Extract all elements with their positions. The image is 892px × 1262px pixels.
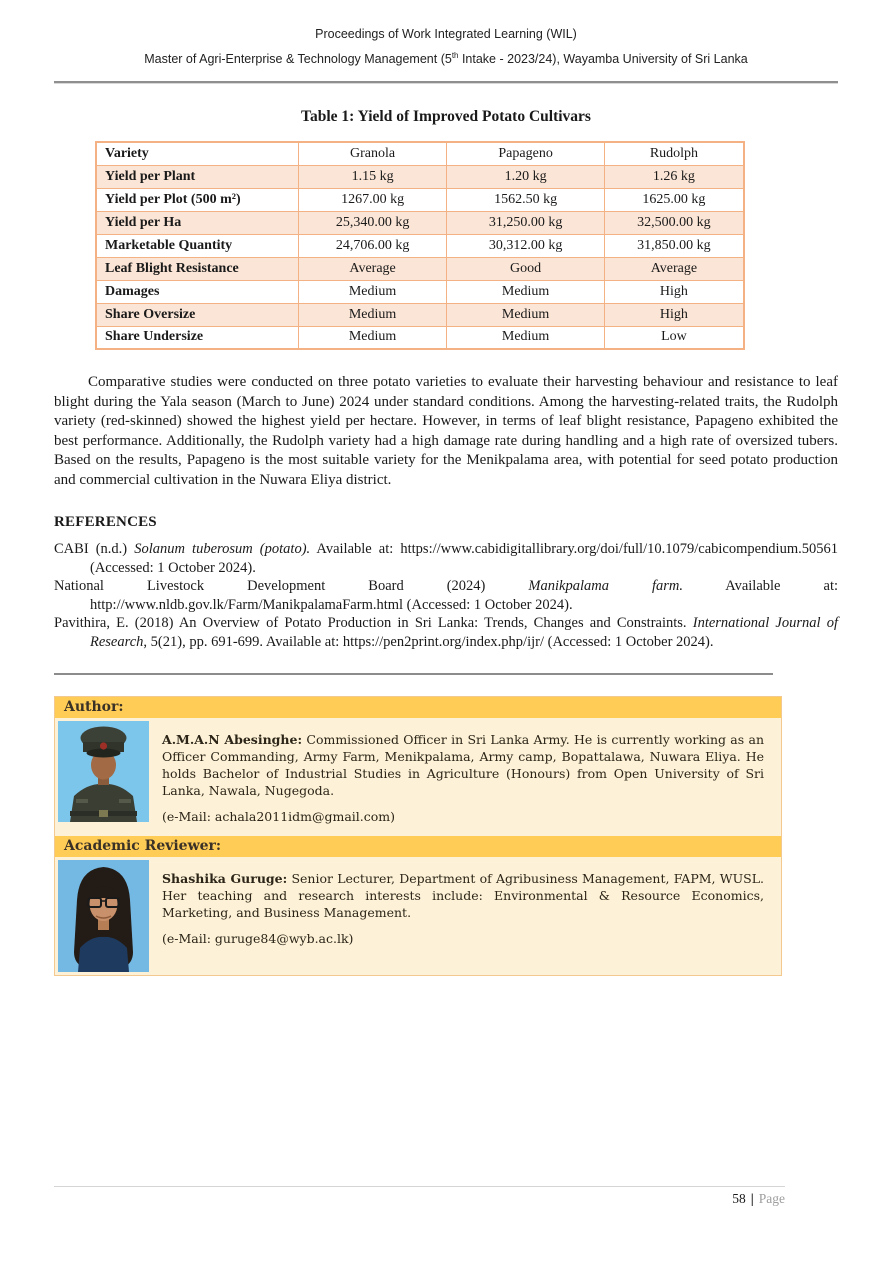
table-row [96, 234, 744, 257]
footer-page-label: Page [758, 1191, 785, 1206]
reviewer-section-header: Academic Reviewer: [55, 836, 781, 857]
table-cell: 24,706.00 kg [298, 234, 447, 257]
table-column-header: Rudolph [604, 142, 744, 165]
footer-rule [54, 1186, 785, 1187]
table-row-label: Share Oversize [96, 303, 298, 326]
reference-segment: Solanum tuberosum (potato). [134, 541, 311, 558]
footer-text [54, 1191, 785, 1207]
table-row-label: Yield per Plant [96, 165, 298, 188]
reference-segment: CABI (n.d.) [54, 541, 135, 558]
table-cell: Average [604, 257, 744, 280]
yield-table-head [96, 142, 744, 165]
page-footer [54, 1186, 785, 1207]
table-row [96, 257, 744, 280]
page-number: 58 [732, 1191, 746, 1206]
section-divider-rule [54, 673, 773, 675]
references-list [54, 540, 838, 651]
table-corner-label: Variety [96, 142, 298, 165]
table-cell: Medium [447, 303, 605, 326]
table-cell: 32,500.00 kg [604, 211, 744, 234]
running-head-line2: Master of Agri-Enterprise & Technology Management (5th Intake - 2023/24), Wayamba University of Sri Lanka [144, 51, 748, 67]
table-title: Table 1: Yield of Improved Potato Cultivars [301, 108, 591, 126]
table-cell: Medium [447, 280, 605, 303]
table-cell: 31,850.00 kg [604, 234, 744, 257]
yield-table [95, 141, 745, 350]
reviewer-text [149, 860, 778, 955]
table-row-label: Yield per Plot (500 m²) [96, 188, 298, 211]
reference-item [54, 614, 838, 651]
table-cell: 1562.50 kg [447, 188, 605, 211]
table-row [96, 188, 744, 211]
table-row [96, 211, 744, 234]
table-row-label: Share Undersize [96, 326, 298, 349]
table-cell: 1625.00 kg [604, 188, 744, 211]
reference-item [54, 540, 838, 577]
author-name: A.M.A.N Abesinghe: [162, 732, 303, 748]
references-heading: REFERENCES [54, 514, 157, 531]
table-cell: Average [298, 257, 447, 280]
table-cell: Medium [298, 326, 447, 349]
table-column-header: Granola [298, 142, 447, 165]
table-cell: High [604, 303, 744, 326]
author-photo [58, 721, 149, 822]
running-head-line1: Proceedings of Work Integrated Learning (WIL) [315, 27, 577, 41]
reference-segment: Available at: http://www.nldb.gov.lk/Farm/ManikpalamaFarm.html (Accessed: 1 October 2024). [90, 578, 838, 613]
table-header-row [96, 142, 744, 165]
author-text [149, 721, 778, 833]
reference-segment: Pavithira, E. (2018) An Overview of Potato Production in Sri Lanka: Trends, Changes and Constraints. [54, 615, 693, 632]
table-row-label: Leaf Blight Resistance [96, 257, 298, 280]
author-reviewer-box [54, 696, 782, 976]
author-email: (e-Mail: achala2011idm@gmail.com) [162, 809, 396, 825]
reference-segment: National Livestock Development Board (2024) [54, 578, 529, 595]
reviewer-photo [58, 860, 149, 972]
body-paragraph: Comparative studies were conducted on three potato varieties to evaluate their harvesting behaviour and resistance to leaf blight during the Yala season (March to June) 2024 under standard conditions. Among the harvesting-related traits, the Rudolph variety (red-skinned) showed the highest yield per hectare. However, in terms of leaf blight resistance, Papageno exhibited the best performance. Additionally, the Rudolph variety had a high damage rate during handling and a high rate of oversized tubers. Based on the results, Papageno is the most suitable variety for the Menikpalama area, with potential for seed potato production and commercial cultivation in the Nuwara Eliya district. [54, 374, 838, 488]
superscript-th: th [451, 51, 459, 60]
reviewer-name: Shashika Guruge: [162, 871, 288, 887]
table-cell: Low [604, 326, 744, 349]
table-cell: 25,340.00 kg [298, 211, 447, 234]
footer-separator: | [750, 1191, 754, 1206]
header-rule [54, 81, 838, 84]
table-cell: 30,312.00 kg [447, 234, 605, 257]
table-cell: 1.26 kg [604, 165, 744, 188]
author-section-header: Author: [55, 697, 781, 718]
author-section-body [55, 718, 781, 836]
reference-segment: , 5(21), pp. 691-699. Available at: https://pen2print.org/index.php/ijr/ (Accessed: 1 October 2024). [143, 633, 714, 650]
table-column-header: Papageno [447, 142, 605, 165]
table-cell: Medium [298, 303, 447, 326]
reference-segment: Manikpalama farm. [528, 578, 683, 595]
reviewer-photo-illustration [58, 860, 149, 972]
table-row-label: Marketable Quantity [96, 234, 298, 257]
table-row [96, 303, 744, 326]
table-row-label: Damages [96, 280, 298, 303]
table-row [96, 165, 744, 188]
table-cell: Medium [447, 326, 605, 349]
reviewer-email: (e-Mail: guruge84@wyb.ac.lk) [162, 931, 354, 947]
table-cell: Medium [298, 280, 447, 303]
yield-table-body [96, 165, 744, 349]
reference-segment: International Journal of Research [90, 615, 838, 650]
reference-item [54, 577, 838, 614]
table-row-label: Yield per Ha [96, 211, 298, 234]
author-bio: A.M.A.N Abesinghe: Commissioned Officer in Sri Lanka Army. He is currently working as an Officer Commanding, Army Farm, Menikpalama, Army camp, Bopattalawa, Nuwara Eliya. He holds Bachelor of Industrial Studies in Agriculture (Honours) from Open University of Sri Lanka, Nawala, Nugegoda. [162, 732, 764, 799]
table-cell: Good [447, 257, 605, 280]
author-photo-illustration [58, 721, 149, 822]
running-head [54, 24, 838, 70]
table-row [96, 326, 744, 349]
table-cell: 1.20 kg [447, 165, 605, 188]
reviewer-bio: Shashika Guruge: Senior Lecturer, Department of Agribusiness Management, FAPM, WUSL. Her teaching and research interests include: Environmental & Resource Economics, Marketing, and Business Management. [162, 871, 764, 921]
table-cell: 1267.00 kg [298, 188, 447, 211]
reference-segment: Available at: https://www.cabidigitallibrary.org/doi/full/10.1079/cabicompendium.50561 (Accessed: 1 October 2024). [90, 541, 838, 576]
table-cell: High [604, 280, 744, 303]
table-cell: 31,250.00 kg [447, 211, 605, 234]
reviewer-section-body [55, 857, 781, 975]
table-row [96, 280, 744, 303]
table-cell: 1.15 kg [298, 165, 447, 188]
